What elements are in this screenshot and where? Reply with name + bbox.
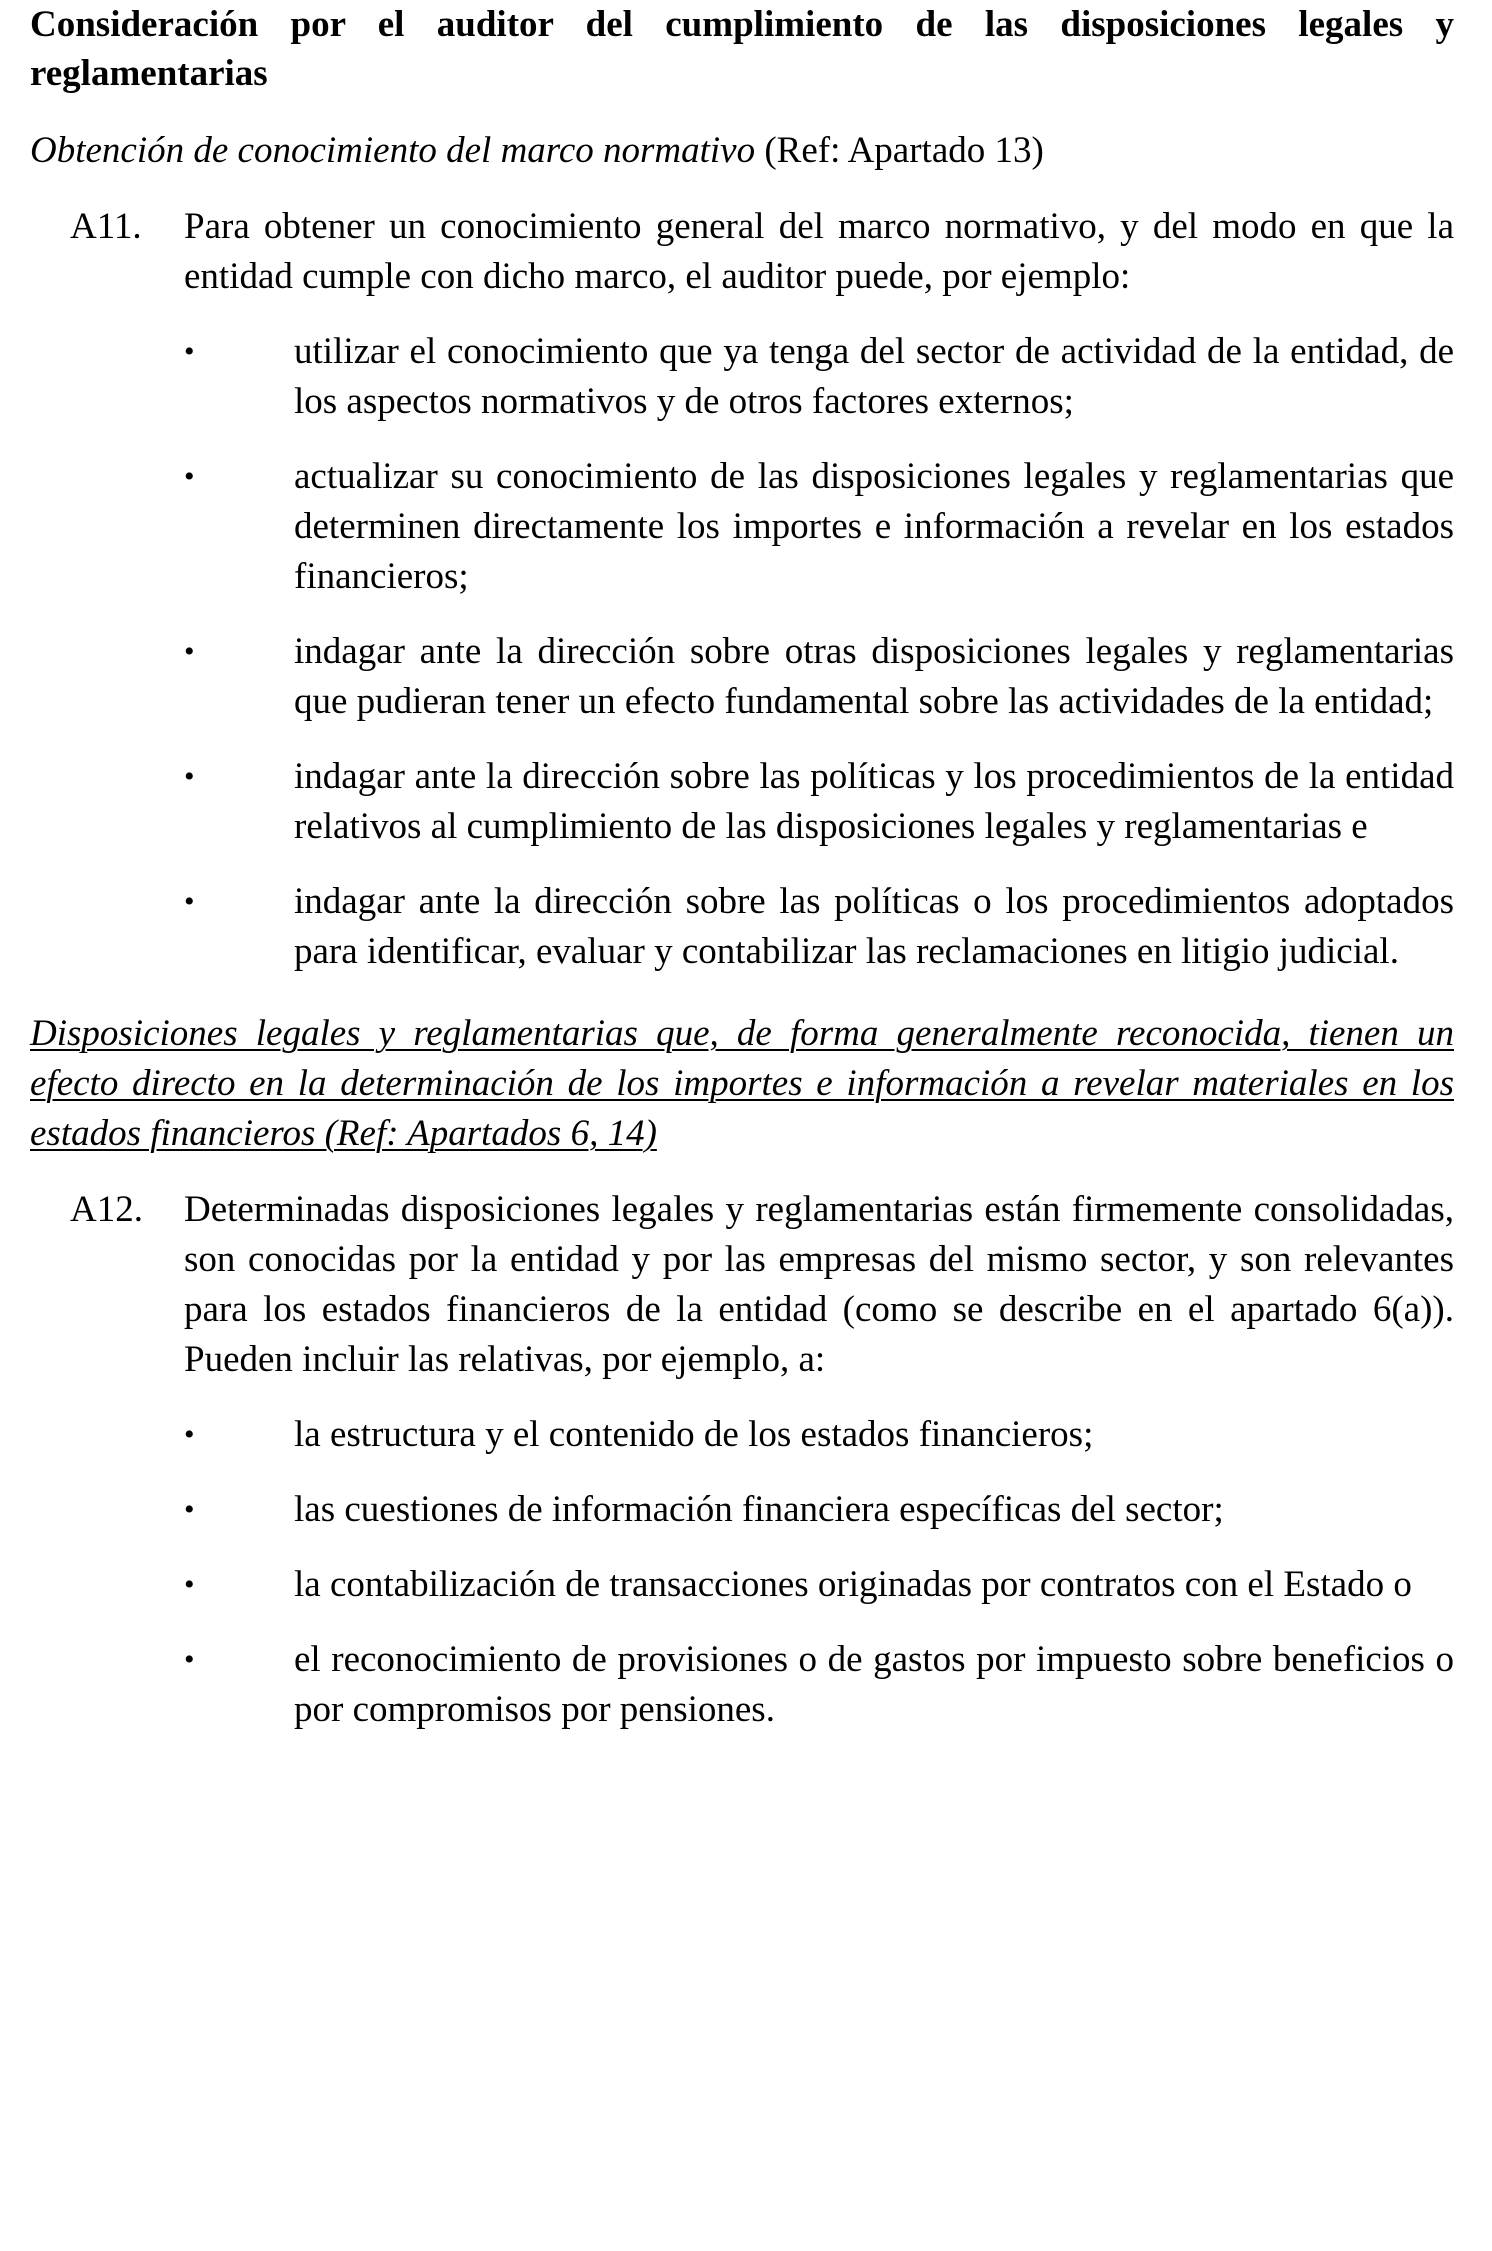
- document-page: [30, 0, 1454, 1735]
- list-item-text: la estructura y el contenido de los estados financieros;: [294, 1414, 1094, 1455]
- section-title-marco-normativo: [30, 126, 1454, 176]
- paragraph-text: Para obtener un conocimiento general del marco normativo, y del modo en que la entidad cumple con dicho marco, el auditor puede, por ejemplo:: [184, 206, 1454, 297]
- bullet-icon: •: [184, 1643, 195, 1676]
- list-item: [30, 877, 1454, 977]
- paragraph-number: A11.: [70, 206, 142, 247]
- list-item-text: las cuestiones de información financiera específicas del sector;: [294, 1489, 1224, 1530]
- list-item-text: la contabilización de transacciones originadas por contratos con el Estado o: [294, 1564, 1412, 1605]
- list-item: [30, 327, 1454, 427]
- list-item-text: indagar ante la dirección sobre otras disposiciones legales y reglamentarias que pudieran tener un efecto fundamental sobre las actividades de la entidad;: [294, 631, 1454, 722]
- bullet-list-a12: [30, 1410, 1454, 1735]
- page-heading: Consideración por el auditor del cumplimiento de las disposiciones legales y reglamentarias: [30, 4, 1454, 94]
- bullet-list-a11: [30, 327, 1454, 977]
- section-title-ref: (Ref: Apartado 13): [755, 130, 1044, 171]
- bullet-icon: •: [184, 1418, 195, 1451]
- list-item-text: indagar ante la dirección sobre las políticas y los procedimientos de la entidad relativos al cumplimiento de las disposiciones legales y reglamentarias e: [294, 756, 1454, 847]
- list-item-text: actualizar su conocimiento de las disposiciones legales y reglamentarias que determinen directamente los importes e información a revelar en los estados financieros;: [294, 456, 1454, 597]
- bullet-icon: •: [184, 1568, 195, 1601]
- paragraph-text: Determinadas disposiciones legales y reglamentarias están firmemente consolidadas, son conocidas por la entidad y por las empresas del mismo sector, y son relevantes para los estados financieros de la entidad (como se describe en el apartado 6(a)). Pueden incluir las relativas, por ejemplo, a:: [184, 1189, 1454, 1380]
- list-item-text: utilizar el conocimiento que ya tenga del sector de actividad de la entidad, de los aspectos normativos y de otros factores externos;: [294, 331, 1454, 422]
- list-item: [30, 452, 1454, 602]
- list-item: [30, 1410, 1454, 1460]
- list-item: [30, 752, 1454, 852]
- list-item-text: el reconocimiento de provisiones o de gastos por impuesto sobre beneficios o por compromisos por pensiones.: [294, 1639, 1454, 1730]
- bullet-icon: •: [184, 335, 195, 368]
- list-item: [30, 1485, 1454, 1535]
- bullet-icon: •: [184, 460, 195, 493]
- bullet-icon: •: [184, 760, 195, 793]
- section-title-italic: Obtención de conocimiento del marco normativo: [30, 130, 756, 171]
- paragraph-a12: [30, 1185, 1454, 1385]
- paragraph-a11: [30, 202, 1454, 302]
- paragraph-number: A12.: [70, 1189, 143, 1230]
- list-item-text: indagar ante la dirección sobre las políticas o los procedimientos adoptados para identificar, evaluar y contabilizar las reclamaciones en litigio judicial.: [294, 881, 1454, 972]
- bullet-icon: •: [184, 635, 195, 668]
- bullet-icon: •: [184, 885, 195, 918]
- list-item: [30, 1635, 1454, 1735]
- list-item: [30, 1560, 1454, 1610]
- list-item: [30, 627, 1454, 727]
- bullet-icon: •: [184, 1493, 195, 1526]
- section-title-efecto-directo: Disposiciones legales y reglamentarias que, de forma generalmente reconocida, tienen un efecto directo en la determinación de los importes e información a revelar materiales en los estados financieros (Ref: Apartados 6, 14): [30, 1013, 1454, 1154]
